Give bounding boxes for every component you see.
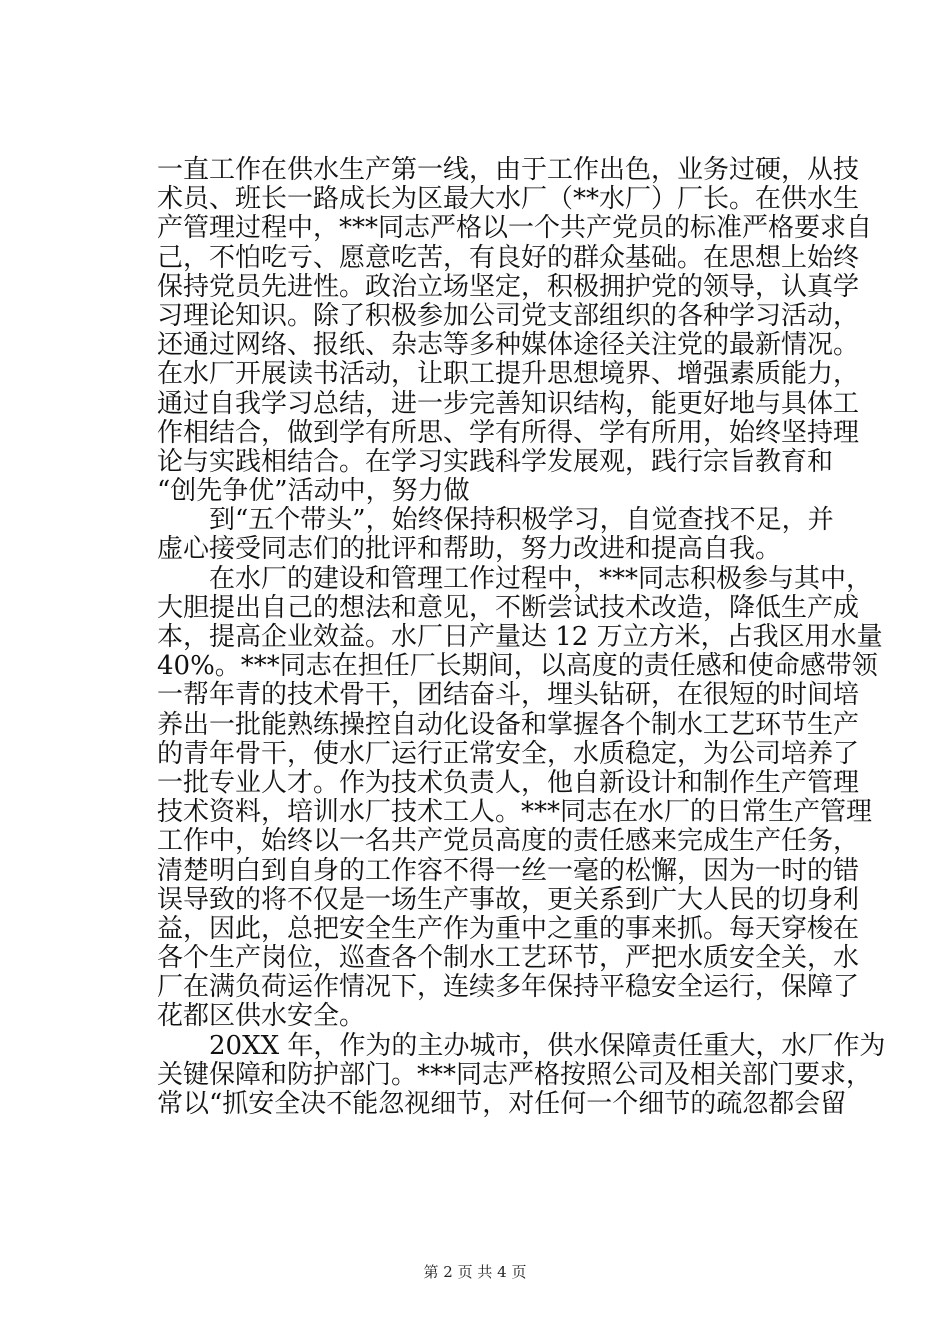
text-line: 40%。***同志在担任厂长期间，以高度的责任感和使命感带领	[157, 651, 878, 682]
text-line: 花都区供水安全。	[157, 1001, 366, 1032]
text-line: “创先争优”活动中，努力做	[157, 476, 470, 507]
text-line: 一批专业人才。作为技术负责人，他自新设计和制作生产管理	[157, 767, 860, 798]
text-line: 工作中，始终以一名共产党员高度的责任感来完成生产任务，	[157, 826, 860, 857]
text-line: 己，不怕吃亏、愿意吃苦，有良好的群众基础。在思想上始终	[157, 242, 860, 273]
text-line: 关键保障和防护部门。***同志严格按照公司及相关部门要求，	[157, 1059, 873, 1090]
text-line: 论与实践相结合。在学习实践科学发展观，践行宗旨教育和	[157, 446, 834, 477]
text-line: 到“五个带头”，始终保持积极学习，自觉查找不足，并	[157, 505, 834, 536]
text-line: 还通过网络、报纸、杂志等多种媒体途径关注党的最新情况。	[157, 330, 860, 361]
text-line: 保持党员先进性。政治立场坚定，积极拥护党的领导，认真学	[157, 271, 860, 302]
text-line: 一直工作在供水生产第一线，由于工作出色，业务过硬，从技	[157, 155, 860, 185]
document-body	[157, 155, 886, 1119]
text-line: 大胆提出自己的想法和意见，不断尝试技术改造，降低生产成	[157, 592, 860, 623]
text-line: 术员、班长一路成长为区最大水厂（**水厂）厂长。在供水生	[157, 184, 860, 215]
text-line: 在水厂开展读书活动，让职工提升思想境界、增强素质能力，	[157, 359, 860, 390]
text-line: 厂在满负荷运作情况下，连续多年保持平稳安全运行，保障了	[157, 972, 860, 1003]
text-line: 20XX 年，作为的主办城市，供水保障责任重大，水厂作为	[157, 1030, 886, 1061]
text-line: 习理论知识。除了积极参加公司党支部组织的各种学习活动，	[157, 300, 860, 331]
page-number-footer: 第 2 页 共 4 页	[423, 1263, 527, 1281]
text-line: 的青年骨干，使水厂运行正常安全，水质稳定，为公司培养了	[157, 738, 860, 769]
text-line: 作相结合，做到学有所思、学有所得、学有所用，始终坚持理	[157, 417, 860, 448]
text-line: 虚心接受同志们的批评和帮助，努力改进和提高自我。	[157, 534, 782, 565]
text-line: 在水厂的建设和管理工作过程中，***同志积极参与其中，	[157, 563, 873, 594]
text-line: 常以“抓安全决不能忽视细节，对任何一个细节的疏忽都会留	[157, 1089, 847, 1119]
text-line: 本，提高企业效益。水厂日产量达 12 万立方米，占我区用水量	[157, 622, 883, 652]
text-line: 一帮年青的技术骨干，团结奋斗，埋头钻研，在很短的时间培	[157, 680, 860, 711]
text-line: 各个生产岗位，巡查各个制水工艺环节，严把水质安全关，水	[157, 943, 860, 974]
text-line: 通过自我学习总结，进一步完善知识结构，能更好地与具体工	[157, 388, 860, 419]
text-line: 益，因此，总把安全生产作为重中之重的事来抓。每天穿梭在	[157, 913, 860, 944]
text-line: 清楚明白到自身的工作容不得一丝一毫的松懈，因为一时的错	[157, 855, 860, 886]
text-line: 误导致的将不仅是一场生产事故，更关系到广大人民的切身利	[157, 884, 860, 915]
text-line: 产管理过程中，***同志严格以一个共产党员的标准严格要求自	[157, 213, 873, 244]
text-line: 技术资料，培训水厂技术工人。***同志在水厂的日常生产管理	[157, 797, 873, 828]
text-line: 养出一批能熟练操控自动化设备和掌握各个制水工艺环节生产	[157, 709, 860, 740]
